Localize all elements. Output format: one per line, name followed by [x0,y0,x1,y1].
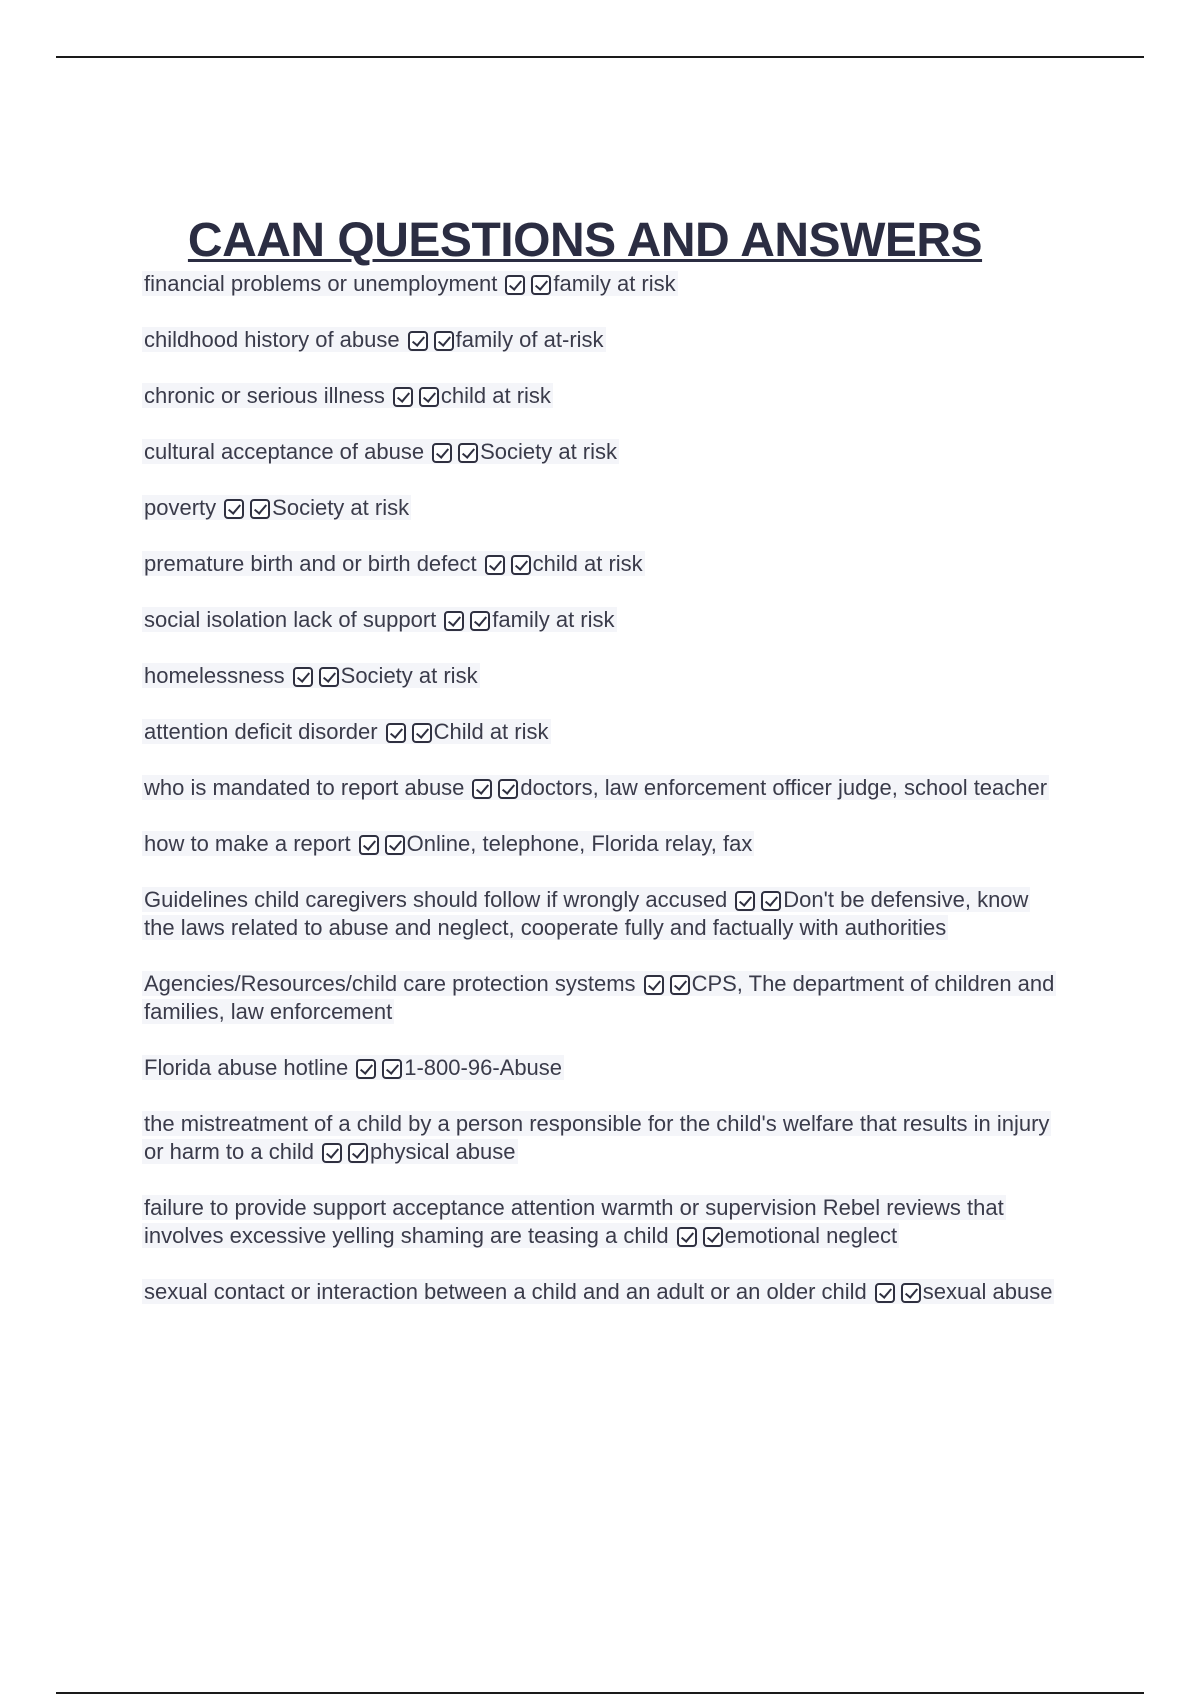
qa-item [142,830,1062,858]
answer-text: Society at risk [272,495,410,520]
checkbox-checked-icon [670,975,690,995]
question-text: failure to provide support acceptance attention warmth or supervision Rebel reviews that involves excessive yelling shaming are teasing a child [144,1195,1004,1248]
qa-item [142,1278,1062,1306]
answer-text: sexual abuse [922,1279,1053,1304]
checkbox-checked-icon [293,667,313,687]
checkbox-checked-icon [319,667,339,687]
checkbox-checked-icon [505,275,525,295]
checkbox-checked-icon [875,1283,895,1303]
checkbox-checked-icon [761,891,781,911]
qa-item [142,382,1062,410]
answer-text: CPS, The department of children and families, law enforcement [144,971,1055,1024]
checkbox-checked-icon [511,555,531,575]
page-title-text: CAAN QUESTIONS AND ANSWERS [187,214,983,267]
answer-text: emotional neglect [724,1223,898,1248]
qa-item [142,550,1062,578]
checkbox-checked-icon [382,1059,402,1079]
answer-text: Society at risk [480,439,618,464]
checkbox-checked-icon [359,835,379,855]
question-text: sexual contact or interaction between a child and an adult or an older child [144,1279,867,1304]
question-text: the mistreatment of a child by a person responsible for the child's welfare that results in injury or harm to a child [144,1111,1050,1164]
answer-text: Don't be defensive, know the laws related to abuse and neglect, cooperate fully and factually with authorities [144,887,1029,940]
checkbox-checked-icon [408,331,428,351]
checkbox-checked-icon [485,555,505,575]
answer-text: physical abuse [369,1139,516,1164]
checkbox-checked-icon [434,331,454,351]
answer-text: Child at risk [433,719,549,744]
question-text: homelessness [144,663,285,688]
checkbox-checked-icon [419,387,439,407]
checkbox-checked-icon [432,443,452,463]
question-text: who is mandated to report abuse [144,775,465,800]
question-text: how to make a report [144,831,351,856]
qa-list [142,270,1062,1334]
checkbox-checked-icon [677,1227,697,1247]
checkbox-checked-icon [224,499,244,519]
question-text: financial problems or unemployment [144,271,498,296]
page-title [0,214,1170,268]
question-text: poverty [144,495,217,520]
checkbox-checked-icon [703,1227,723,1247]
checkbox-checked-icon [735,891,755,911]
checkbox-checked-icon [444,611,464,631]
checkbox-checked-icon [386,723,406,743]
qa-item [142,662,1062,690]
checkbox-checked-icon [901,1283,921,1303]
qa-item [142,270,1062,298]
checkbox-checked-icon [458,443,478,463]
qa-item [142,606,1062,634]
question-text: social isolation lack of support [144,607,437,632]
answer-text: child at risk [440,383,551,408]
checkbox-checked-icon [356,1059,376,1079]
question-text: premature birth and or birth defect [144,551,477,576]
checkbox-checked-icon [472,779,492,799]
bottom-divider [56,1692,1144,1694]
answer-text: family at risk [492,607,615,632]
qa-item [142,1054,1062,1082]
answer-text: family of at-risk [455,327,604,352]
question-text: Guidelines child caregivers should follow if wrongly accused [144,887,728,912]
qa-item [142,886,1062,942]
qa-item [142,970,1062,1026]
qa-item [142,1194,1062,1250]
answer-text: child at risk [532,551,643,576]
question-text: attention deficit disorder [144,719,378,744]
question-text: chronic or serious illness [144,383,385,408]
top-divider [56,56,1144,58]
question-text: Florida abuse hotline [144,1055,349,1080]
question-text: Agencies/Resources/child care protection systems [144,971,636,996]
checkbox-checked-icon [531,275,551,295]
checkbox-checked-icon [322,1143,342,1163]
checkbox-checked-icon [644,975,664,995]
answer-text: Society at risk [340,663,478,688]
checkbox-checked-icon [348,1143,368,1163]
qa-item [142,438,1062,466]
answer-text: Online, telephone, Florida relay, fax [406,831,753,856]
qa-item [142,774,1062,802]
answer-text: doctors, law enforcement officer judge, school teacher [520,775,1048,800]
question-text: cultural acceptance of abuse [144,439,425,464]
qa-item [142,494,1062,522]
answer-text: family at risk [553,271,676,296]
qa-item [142,1110,1062,1166]
checkbox-checked-icon [498,779,518,799]
question-text: childhood history of abuse [144,327,400,352]
checkbox-checked-icon [385,835,405,855]
answer-text: 1-800-96-Abuse [404,1055,563,1080]
checkbox-checked-icon [393,387,413,407]
checkbox-checked-icon [470,611,490,631]
qa-item [142,718,1062,746]
checkbox-checked-icon [250,499,270,519]
qa-item [142,326,1062,354]
checkbox-checked-icon [412,723,432,743]
